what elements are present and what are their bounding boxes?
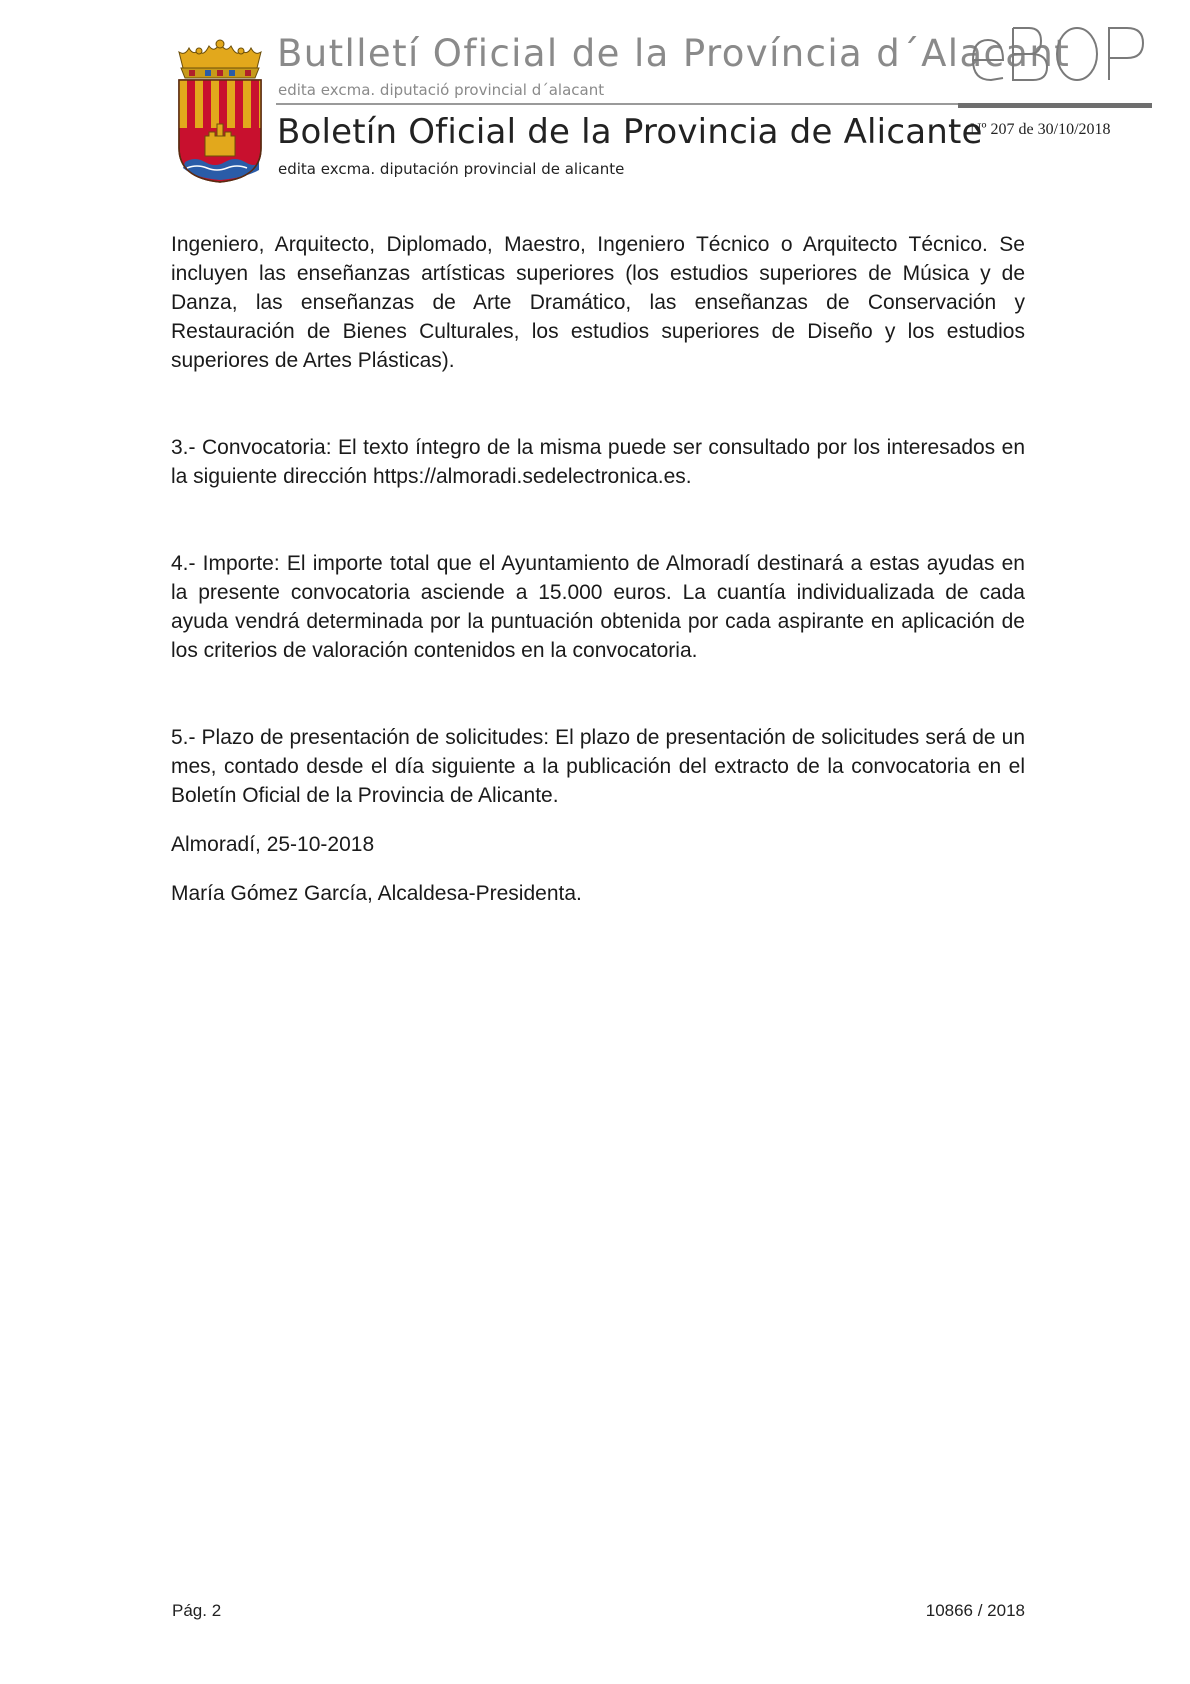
place-date: Almoradí, 25-10-2018 [171,833,375,856]
page-header [0,0,1190,200]
document-body [171,230,1025,908]
document-reference: 10866 / 2018 [925,1601,1025,1620]
crown-icon [179,40,261,78]
shield-icon [179,80,261,182]
coat-of-arms-icon [175,38,265,184]
header-title-spanish: Boletín Oficial de la Provincia de Alicante [277,112,983,152]
paragraph-importe: 4.- Importe: El importe total que el Ayuntamiento de Almoradí destinará a estas ayudas en la presente convocatoria asciende a 15.000 euros. La cuantía individualizada de cada ayuda vendrá determinada por la puntuación obtenida por cada aspirante en aplicación de los criterios de valoración contenidos en la convocatoria. [171,552,1025,662]
header-title-valencian: Butlletí Oficial de la Província d´Alacant [277,32,1071,75]
issue-number: Nº 207 de 30/10/2018 [970,121,1111,138]
ebop-logo-icon [965,22,1150,88]
paragraph-convocatoria: 3.- Convocatoria: El texto íntegro de la misma puede ser consultado por los interesados en la siguiente dirección https://almoradi.sedelectronica.es. [171,436,1025,488]
header-subtitle-valencian: edita excma. diputació provincial d´alacant [278,81,605,99]
page-number: Pág. 2 [172,1601,222,1620]
signature-line: María Gómez García, Alcaldesa-Presidenta. [171,882,582,905]
paragraph-education-levels: Ingeniero, Arquitecto, Diplomado, Maestro, Ingeniero Técnico o Arquitecto Técnico. Se incluyen las enseñanzas artísticas superiores (los estudios superiores de Música y de Danza, las enseñanzas de Arte Dramático, las enseñanzas de Conservación y Restauración de Bienes Culturales, los estudios superiores de Diseño y los estudios superiores de Artes Plásticas). [171,233,1025,372]
paragraph-plazo: 5.- Plazo de presentación de solicitudes: El plazo de presentación de solicitudes será de un mes, contado desde el día siguiente a la publicación del extracto de la convocatoria en el Boletín Oficial de la Provincia de Alicante. [171,726,1025,807]
header-subtitle-spanish: edita excma. diputación provincial de alicante [278,160,625,178]
header-divider-accent [958,103,1152,108]
